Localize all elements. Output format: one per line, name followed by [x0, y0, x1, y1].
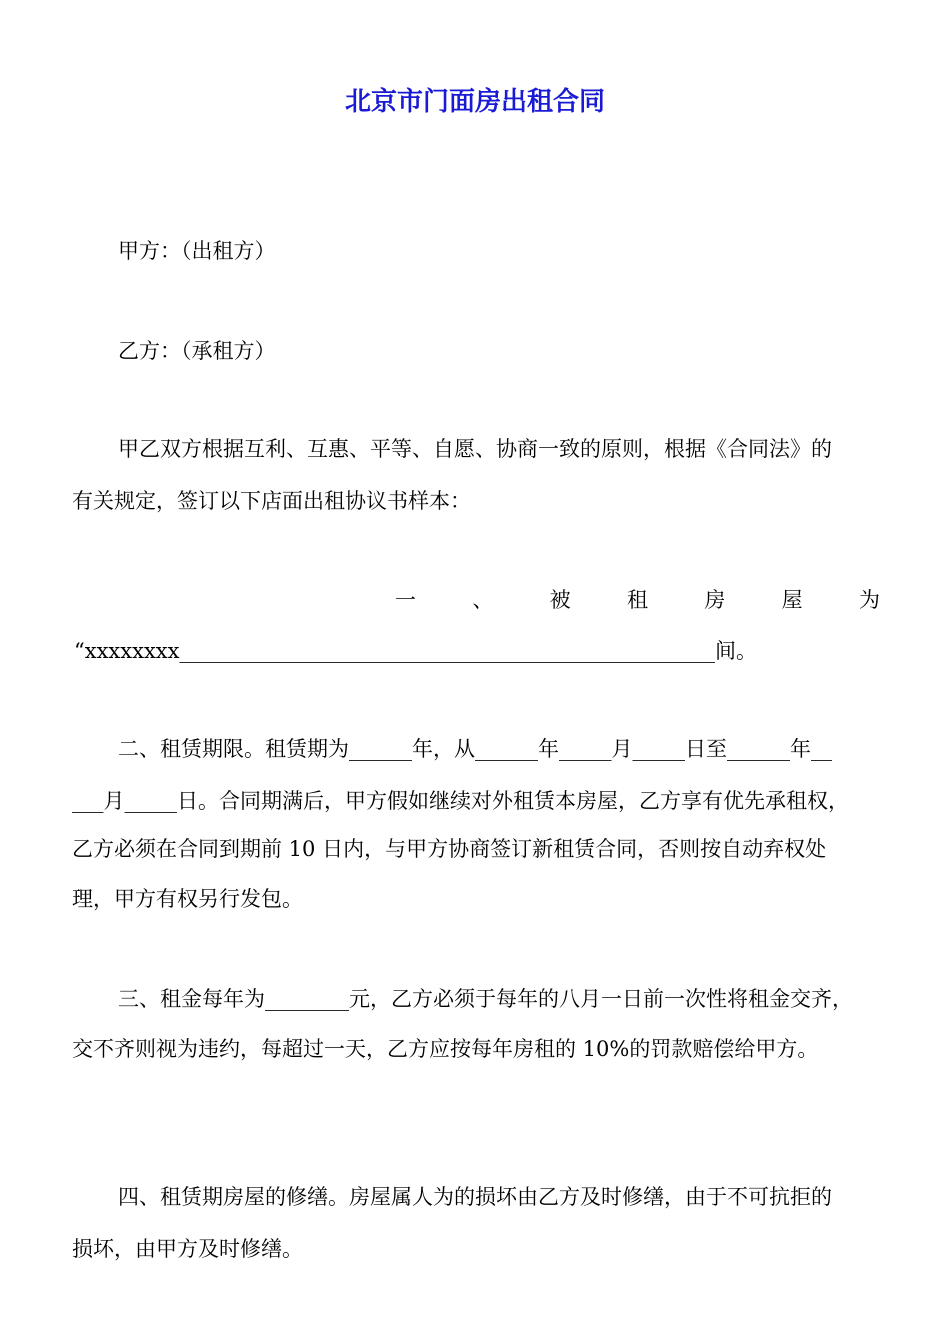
intro-line-2: 有关规定，签订以下店面出租协议书样本：	[72, 489, 471, 513]
clause-4-line-2: 损坏，由甲方及时修缮。	[72, 1237, 303, 1261]
document-title: 北京市门面房出租合同	[344, 87, 605, 117]
intro-line-1: 甲乙双方根据互利、互惠、平等、自愿、协商一致的原则，根据《合同法》的	[118, 437, 832, 461]
clause-1-char: 房	[704, 588, 726, 612]
clause-3-line-1: 三、租金每年为________元，乙方必须于每年的八月一日前一次性将租金交齐，	[118, 987, 853, 1011]
clause-4-line-1: 四、租赁期房屋的修缮。房屋属人为的损坏由乙方及时修缮，由于不可抗拒的	[118, 1185, 832, 1209]
clause-1-char: 租	[626, 588, 648, 612]
clause-1-char: 一	[395, 588, 416, 612]
clause-2-line-4: 理，甲方有权另行发包。	[72, 887, 303, 911]
party-a-line: 甲方：（出租方）	[118, 239, 276, 263]
clause-2-line-3: 乙方必须在合同到期前 10 日内，与甲方协商签订新租赁合同，否则按自动弃权处	[72, 837, 827, 861]
clause-3-line-2: 交不齐则视为违约，每超过一天，乙方应按每年房租的 10%的罚款赔偿给甲方。	[72, 1037, 819, 1061]
clause-2-line-2: ___月_____日。合同期满后，甲方假如继续对外租赁本房屋，乙方享有优先承租权，	[72, 789, 849, 813]
clause-1-line-2: “xxxxxxxx___________________________________________________间。	[74, 639, 757, 663]
clause-1-char: 、	[472, 588, 494, 612]
clause-1-heading	[395, 585, 880, 615]
clause-1-char: 被	[549, 588, 571, 612]
clause-2-line-1: 二、租赁期限。租赁期为______年，从______年_____月_____日至______年__	[118, 737, 832, 761]
clause-1-char: 为	[858, 588, 880, 612]
party-b-line: 乙方：（承租方）	[118, 339, 276, 363]
clause-1-char: 屋	[781, 588, 803, 612]
